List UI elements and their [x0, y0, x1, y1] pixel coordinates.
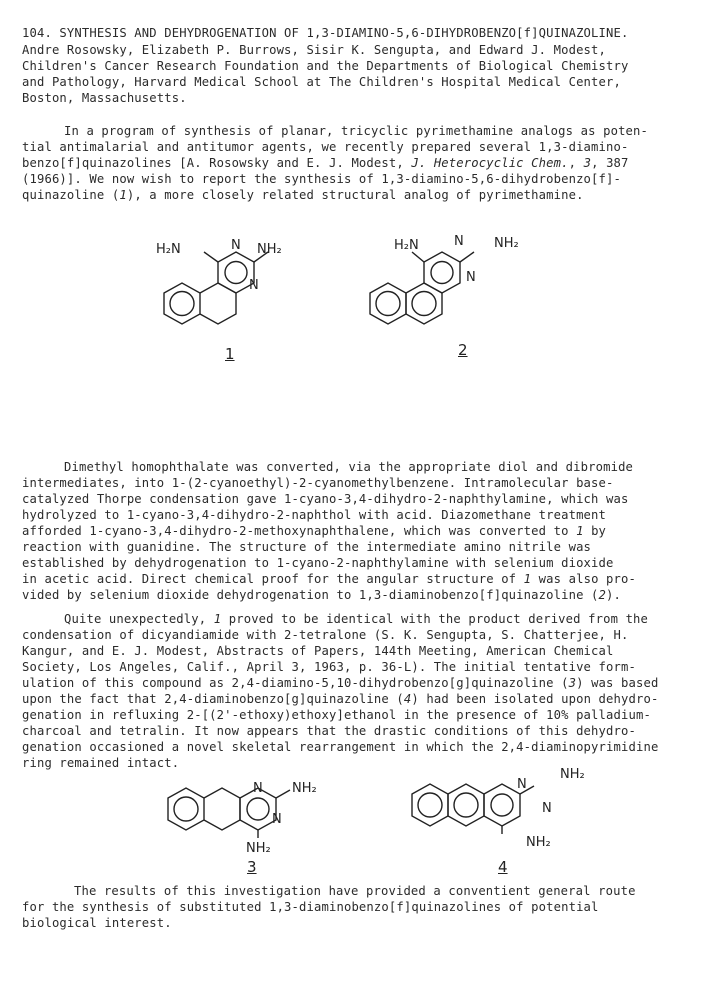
para2-text: vided by selenium dioxide dehydrogenation to 1,3-diaminobenzo[f]quinazoline (: [22, 588, 599, 602]
structure-3: [150, 768, 370, 868]
para3-text: ) had been isolated upon dehydro-: [411, 692, 659, 706]
para3-text: ulation of this compound as 2,4-diamino-5,10-dihydrobenzo[g]quinazoline (: [22, 676, 569, 690]
para3-text: ) was based: [576, 676, 659, 690]
para3-line: genation in refluxing 2-[(2'-ethoxy)ethoxy]ethanol in the presence of 10% palladium-: [22, 708, 651, 722]
para2-line: established by dehydrogenation to 1-cyano-2-naphthylamine with selenium dioxide: [22, 556, 614, 570]
para2-line: [22, 588, 621, 603]
para1-text: ), a more closely related structural analog of pyrimethamine.: [126, 188, 584, 202]
n-ring-label: N: [272, 812, 282, 827]
structure-1: [120, 225, 320, 345]
nh2-right-label: NH₂: [292, 781, 317, 796]
para2-line: catalyzed Thorpe condensation gave 1-cyano-3,4-dihydro-2-naphthylamine, which was: [22, 492, 629, 506]
nh2-left-label: H₂N: [394, 238, 419, 253]
nh2-bottom-label: NH₂: [246, 841, 271, 856]
compound-label-3: 3: [247, 858, 257, 876]
para1-text: , 387: [591, 156, 629, 170]
compound-ref: 1: [213, 612, 222, 626]
para4-line: The results of this investigation have provided a conventient general route: [74, 884, 636, 898]
para3-line: Kangur, and E. J. Modest, Abstracts of Papers, 144th Meeting, American Chemical: [22, 644, 614, 658]
nh2-right-label: NH₂: [257, 242, 282, 257]
para3-text: upon the fact that 2,4-diaminobenzo[g]quinazoline (: [22, 692, 404, 706]
affiliation-line: Children's Cancer Research Foundation and the Departments of Biological Chemistry: [22, 59, 629, 73]
compound-ref: 3: [568, 676, 577, 690]
para3-line: condensation of dicyandiamide with 2-tetralone (S. K. Sengupta, S. Chatterjee, H.: [22, 628, 629, 642]
nh2-right-label: NH₂: [494, 236, 519, 251]
compound-label-4: 4: [498, 858, 508, 876]
nh2-right-label: NH₂: [560, 767, 585, 782]
para2-line: Dimethyl homophthalate was converted, via the appropriate diol and dibromide: [64, 460, 634, 474]
compound-ref: 1: [523, 572, 532, 586]
para1-text: ,: [568, 156, 584, 170]
para2-text: was also pro-: [531, 572, 636, 586]
n-top-label: N: [231, 238, 241, 253]
para1-line: tial antimalarial and antitumor agents, we recently prepared several 1,3-diamino-: [22, 140, 629, 154]
compound-label-1: 1: [225, 345, 235, 363]
structure-2: [350, 225, 550, 345]
n-ring-label: N: [249, 278, 259, 293]
para1-text: benzo[f]quinazolines [A. Rosowsky and E. J. Modest,: [22, 156, 412, 170]
n-top-label: N: [253, 781, 263, 796]
affiliation-line: and Pathology, Harvard Medical School at The Children's Hospital Medical Center,: [22, 75, 621, 89]
structure-4: [400, 764, 620, 864]
para2-text: ).: [606, 588, 622, 602]
para2-line: reaction with guanidine. The structure of the intermediate amino nitrile was: [22, 540, 592, 554]
compound-ref: 2: [598, 588, 607, 602]
para3-line: ring remained intact.: [22, 756, 180, 770]
journal-volume: 3: [583, 156, 592, 170]
paper-title: 104. SYNTHESIS AND DEHYDROGENATION OF 1,3-DIAMINO-5,6-DIHYDROBENZO[f]QUINAZOLINE.: [22, 26, 629, 40]
para4-line: for the synthesis of substituted 1,3-diaminobenzo[f]quinazolines of potential: [22, 900, 599, 914]
para3-text: proved to be identical with the product derived from the: [221, 612, 649, 626]
author-line: Andre Rosowsky, Elizabeth P. Burrows, Sisir K. Sengupta, and Edward J. Modest,: [22, 43, 607, 57]
para3-line: charcoal and tetralin. It now appears that the drastic conditions of this dehydro-: [22, 724, 636, 738]
para3-line: [64, 612, 648, 627]
para1-text: quinazoline (: [22, 188, 120, 202]
nh2-bottom-label: NH₂: [526, 835, 551, 850]
para2-line: [22, 572, 636, 587]
compound-ref: 4: [403, 692, 412, 706]
para2-line: intermediates, into 1-(2-cyanoethyl)-2-cyanomethylbenzene. Intramolecular base-: [22, 476, 614, 490]
compound-label-2: 2: [458, 341, 468, 359]
para1-line: (1966)]. We now wish to report the synthesis of 1,3-diamino-5,6-dihydrobenzo[f]-: [22, 172, 621, 186]
compound-ref: 1: [576, 524, 584, 538]
para3-line: [22, 692, 658, 707]
para3-text: Quite unexpectedly,: [64, 612, 214, 626]
para2-line: [22, 524, 606, 539]
n-top-label: N: [454, 234, 464, 249]
compound-ref: 1: [119, 188, 127, 202]
n-top-label: N: [517, 777, 527, 792]
para1-line: In a program of synthesis of planar, tricyclic pyrimethamine analogs as poten-: [64, 124, 649, 138]
para2-text: by: [583, 524, 607, 538]
para3-line: Society, Los Angeles, Calif., April 3, 1963, p. 36-L). The initial tentative form-: [22, 660, 636, 674]
nh2-left-label: H₂N: [156, 242, 181, 257]
para1-line: [22, 188, 584, 203]
para2-text: afforded 1-cyano-3,4-dihydro-2-methoxynaphthalene, which was converted to: [22, 524, 577, 538]
n-ring-label: N: [466, 270, 476, 285]
para1-line: [22, 156, 629, 171]
affiliation-line: Boston, Massachusetts.: [22, 91, 187, 105]
n-ring-label: N: [542, 801, 552, 816]
para3-line: genation occasioned a novel skeletal rearrangement in which the 2,4-diaminopyrimidine: [22, 740, 659, 754]
para3-line: [22, 676, 658, 691]
para2-line: hydrolyzed to 1-cyano-3,4-dihydro-2-naphthol with acid. Diazomethane treatment: [22, 508, 607, 522]
journal-name: J. Heterocyclic Chem.: [411, 156, 569, 170]
para2-text: in acetic acid. Direct chemical proof for the angular structure of: [22, 572, 524, 586]
para4-line: biological interest.: [22, 916, 172, 930]
